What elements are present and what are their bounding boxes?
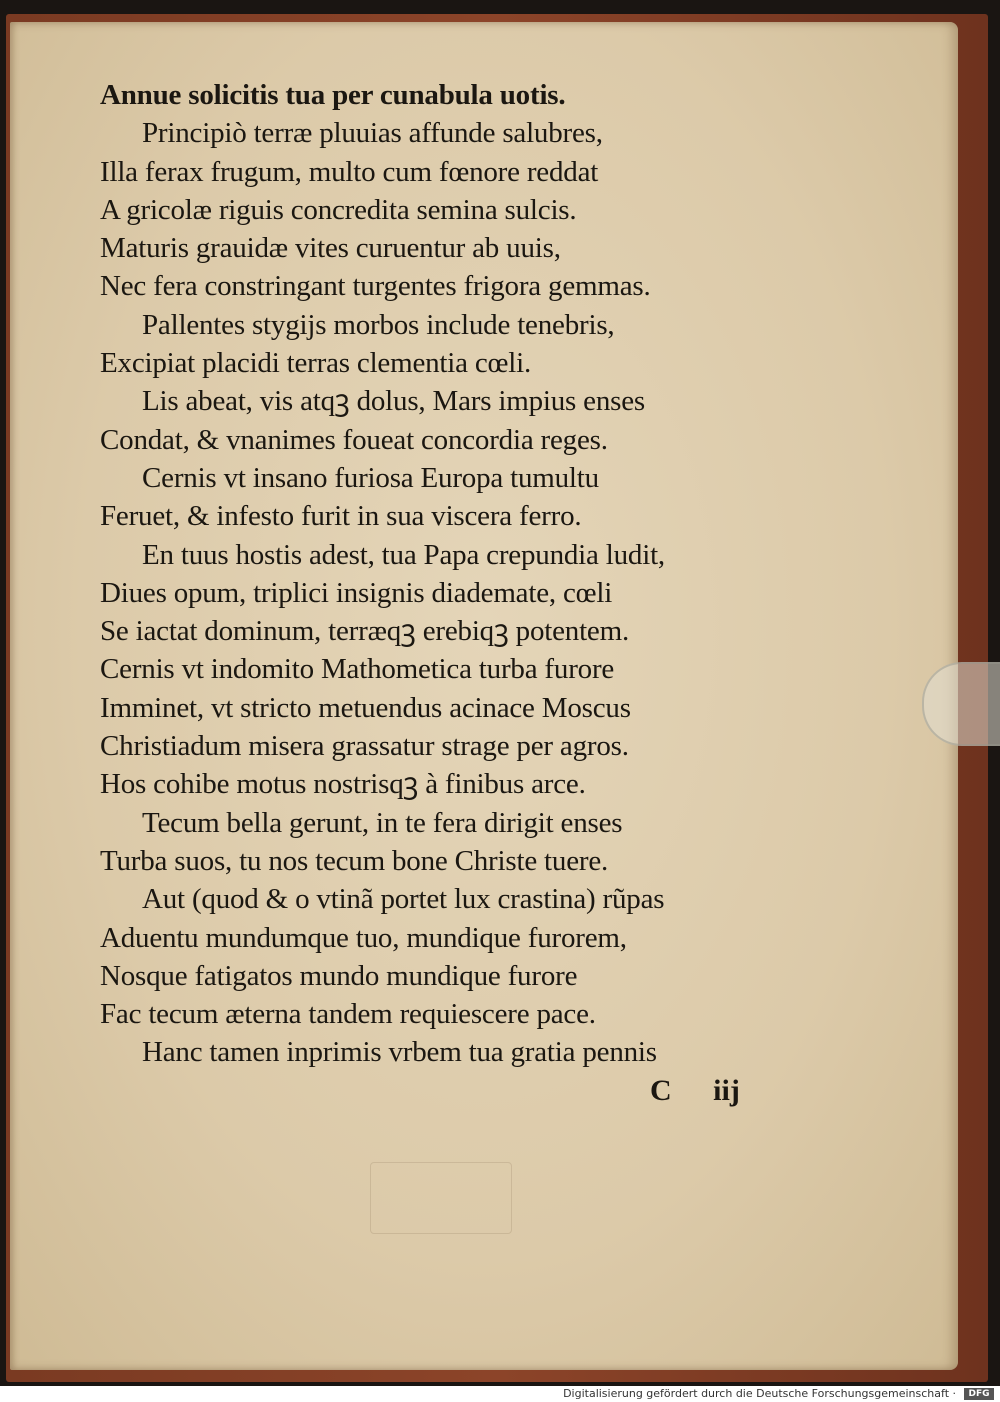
text-line: Maturis grauidæ vites curuentur ab uuis, [100, 232, 561, 265]
poem-text-block [100, 76, 760, 1072]
text-line: Hos cohibe motus nostrisqꝫ à finibus arce. [100, 768, 586, 801]
text-line: Feruet, & infesto furit in sua viscera ferro. [100, 500, 582, 533]
text-line: Pallentes stygijs morbos include tenebris, [142, 308, 615, 341]
text-line: Illa ferax frugum, multo cum fœnore reddat [100, 155, 599, 188]
text-line: Imminet, vt stricto metuendus acinace Moscus [100, 691, 631, 724]
text-line: Cernis vt insano furiosa Europa tumultu [142, 461, 599, 494]
signature-letter: C [650, 1074, 672, 1107]
dfg-logo: DFG [964, 1388, 994, 1400]
text-line: Nec fera constringant turgentes frigora gemmas. [100, 270, 651, 303]
text-line: Tecum bella gerunt, in te fera dirigit enses [142, 806, 623, 839]
text-line: Diues opum, triplici insignis diademate, cœli [100, 576, 613, 609]
text-line: Condat, & vnanimes foueat concordia reges. [100, 423, 608, 456]
text-line: En tuus hostis adest, tua Papa crepundia ludit, [142, 538, 665, 571]
text-line: Fac tecum æterna tandem requiescere pace. [100, 998, 596, 1031]
text-line: Aut (quod & o vtinã portet lux crastina) rũpas [142, 883, 665, 916]
faint-stamp [370, 1162, 512, 1234]
text-line: Cernis vt indomito Mathometica turba furore [100, 653, 615, 686]
signature-number: iij [713, 1074, 740, 1107]
text-line: Turba suos, tu nos tecum bone Christe tuere. [100, 844, 609, 877]
text-line: Hanc tamen inprimis vrbem tua gratia pennis [142, 1036, 657, 1069]
text-line: Se iactat dominum, terræqꝫ erebiqꝫ potentem. [100, 615, 630, 648]
text-line: Principiò terræ pluuias affunde salubres, [142, 117, 603, 150]
text-line: A gricolæ riguis concredita semina sulcis. [100, 193, 577, 226]
text-line: Excipiat placidi terras clementia cœli. [100, 347, 532, 380]
text-line: Annue solicitis tua per cunabula uotis. [100, 79, 566, 111]
text-line: Lis abeat, vis atqꝫ dolus, Mars impius enses [142, 385, 645, 418]
text-line: Aduentu mundumque tuo, mundique furorem, [100, 921, 627, 954]
text-line: Christiadum misera grassatur strage per agros. [100, 730, 629, 763]
page-clip-tab [922, 662, 1000, 746]
footer-bar [0, 1386, 1000, 1402]
signature-mark [650, 1074, 740, 1108]
text-line: Nosque fatigatos mundo mundique furore [100, 959, 578, 992]
funding-notice: Digitalisierung gefördert durch die Deutsche Forschungsgemeinschaft · [563, 1387, 956, 1400]
